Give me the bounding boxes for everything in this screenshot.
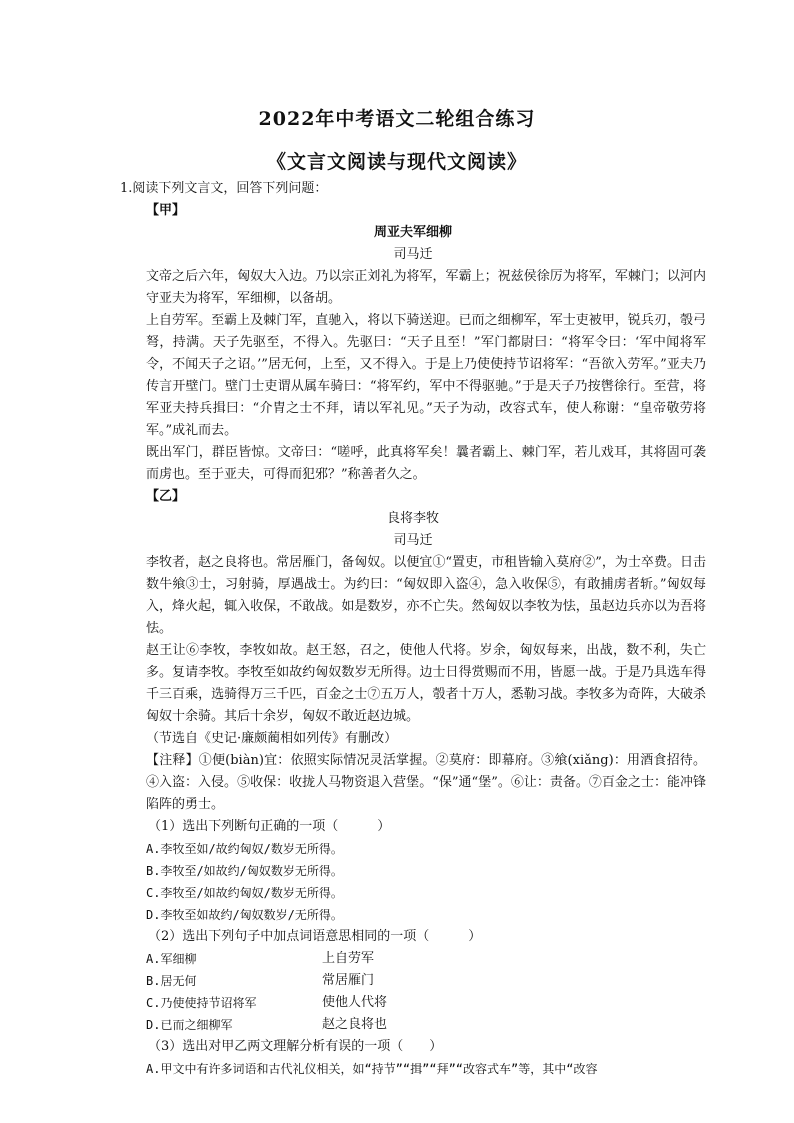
passage-jia-paragraph-2: 上自劳军。至霸上及棘门军，直驰入，将以下骑送迎。已而之细柳军，军士吏被甲，锐兵刃，彀弓弩，持满。天子先驱至，不得入。先驱曰：“天子且至！”军门都尉曰：“将军令曰：‘军中闻将军令，不闻天子之诏。’”居无何，上至，又不得入。于是上乃使使持节诏将军：“吾欲入劳军。”亚夫乃传言开壁门。壁门士吏谓从属车骑曰：“将军约，军中不得驱驰。”于是天子乃按辔徐行。至营，将军亚夫持兵揖曰：“介胄之士不拜，请以军礼见。”天子为动，改容式车，使人称谢：“皇帝敬劳将军。”成礼而去。 — [146, 313, 706, 438]
sub-question-1-option-b: B.李牧至/如故约/匈奴数岁无所得。 — [146, 864, 343, 878]
passage-jia-paragraph-3: 既出军门，群臣皆惊。文帝曰：“嗟呼，此真将军矣！曩者霸上、棘门军，若儿戏耳，其将固可袭而虏也。至于亚夫，可得而犯邪？”称善者久之。 — [146, 445, 706, 482]
option-c-left: C.乃使使持节诏将军 — [146, 996, 257, 1010]
sub-question-3-option-a: A.甲文中有许多词语和古代礼仪相关，如“持节”“揖”“拜”“改容式车”等，其中“改容 — [146, 1062, 598, 1076]
sub-question-1: （1）选出下列断句正确的一项（ ） — [148, 819, 391, 834]
sub-question-3: （3）选出对甲乙两文理解分析有误的一项（ ） — [148, 1039, 443, 1054]
sub-question-1-option-c: C.李牧至/如故约匈奴/数岁无所得。 — [146, 886, 343, 900]
sub-question-2-option-b — [146, 970, 706, 992]
sub-question-1-option-d: D.李牧至如故约/匈奴数岁/无所得。 — [146, 908, 343, 922]
sub-question-1-option-a: A.李牧至如/故约匈奴/数岁无所得。 — [146, 842, 343, 856]
passage-yi — [146, 552, 706, 816]
sub-question-2: （2）选出下列句子中加点词语意思相同的一项（ ） — [148, 929, 482, 944]
passage-yi-heading: 良将李牧 — [386, 511, 439, 526]
passage-yi-source: （节选自《史记·廉颇蔺相如列传》有删改） — [146, 731, 398, 746]
option-a-left: A.军细柳 — [146, 952, 197, 966]
passage-yi-author: 司马迁 — [393, 533, 433, 548]
passage-jia — [146, 266, 706, 486]
document-body — [120, 178, 706, 1080]
document-title: 2022年中考语文二轮组合练习 — [258, 108, 536, 130]
passage-jia-author: 司马迁 — [393, 247, 433, 262]
option-a-right: 上自劳军 — [322, 951, 375, 966]
option-d-right: 赵之良将也 — [322, 1017, 388, 1032]
passage-jia-heading: 周亚夫军细柳 — [373, 225, 452, 240]
sub-question-2-option-d — [146, 1014, 706, 1036]
passage-yi-paragraph-2: 赵王让⑥李牧，李牧如故。赵王怒，召之，使他人代将。岁余，匈奴每来，出战，数不利，失亡多。复请李牧。李牧至如故约匈奴数岁无所得。边士日得赏赐而不用，皆愿一战。于是乃具选车得千三百乘，选骑得万三千匹，百金之士⑦五万人，彀者十万人，悉勒习战。李牧多为奇阵，大破杀匈奴十余骑。其后十余岁，匈奴不敢近赵边城。 — [146, 643, 706, 724]
sub-question-2-option-c — [146, 992, 706, 1014]
option-c-right: 使他人代将 — [322, 995, 388, 1010]
option-d-left: D.已而之细柳军 — [146, 1018, 233, 1032]
annotations: 【注释】①便(biàn)宜：依照实际情况灵活掌握。②莫府：即幕府。③飨(xiǎng)：用酒食招待。④入盗：入侵。⑤收保：收拢人马物资退入营堡。“保”通“堡”。⑥让：责备。⑦百金之士：能冲锋陷阵的勇士。 — [146, 753, 706, 812]
document-subtitle: 《文言文阅读与现代文阅读》 — [266, 151, 527, 173]
section-jia-tag: 【甲】 — [146, 203, 186, 218]
option-b-left: B.居无何 — [146, 974, 197, 988]
section-yi-tag: 【乙】 — [146, 489, 186, 504]
question-1-prompt: 1.阅读下列文言文，回答下列问题： — [120, 181, 328, 196]
option-b-right: 常居雁门 — [322, 973, 375, 988]
passage-jia-paragraph-1: 文帝之后六年，匈奴大入边。乃以宗正刘礼为将军，军霸上；祝兹侯徐厉为将军，军棘门；以河内守亚夫为将军，军细柳，以备胡。 — [146, 269, 706, 306]
passage-yi-paragraph-1: 李牧者，赵之良将也。常居雁门，备匈奴。以便宜①“置吏，市租皆输入莫府②”，为士卒费。日击数牛飨③士，习射骑，厚遇战士。为约曰：“匈奴即入盗④，急入收保⑤，有敢捕虏者斩。”匈奴每入，烽火起，辄入收保，不敢战。如是数岁，亦不亡失。然匈奴以李牧为怯，虽赵边兵亦以为吾将怯。 — [146, 555, 706, 636]
sub-question-2-option-a — [146, 948, 706, 970]
